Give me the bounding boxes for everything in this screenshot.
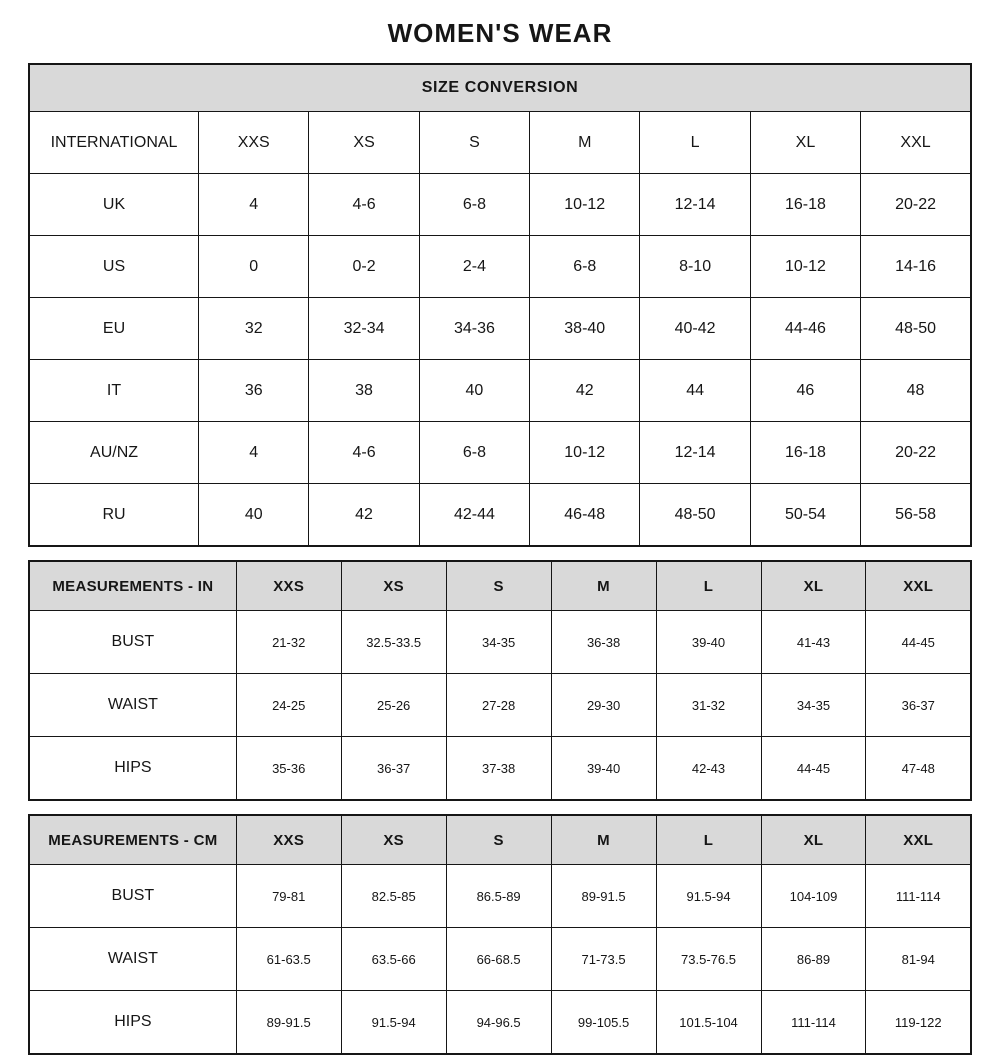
measure-cell: 39-40 — [551, 737, 656, 801]
size-cell: 44-46 — [750, 298, 860, 360]
row-label: HIPS — [29, 991, 236, 1055]
measurements-cm-table — [28, 814, 972, 1055]
size-cell: 14-16 — [861, 236, 971, 298]
size-cell: 36 — [199, 360, 309, 422]
measure-cell: 35-36 — [236, 737, 341, 801]
column-header: MEASUREMENTS - IN — [29, 561, 236, 611]
size-conversion-title: SIZE CONVERSION — [29, 64, 971, 112]
column-header: XL — [761, 815, 866, 865]
measure-cell: 21-32 — [236, 611, 341, 674]
row-label: IT — [29, 360, 199, 422]
measure-cell: 91.5-94 — [656, 865, 761, 928]
size-cell: 2-4 — [419, 236, 529, 298]
size-cell: 40-42 — [640, 298, 750, 360]
measure-cell: 31-32 — [656, 674, 761, 737]
size-cell: 40 — [199, 484, 309, 547]
size-cell: 42-44 — [419, 484, 529, 547]
measure-cell: 71-73.5 — [551, 928, 656, 991]
column-header: M — [530, 112, 640, 174]
measure-cell: 94-96.5 — [446, 991, 551, 1055]
measure-cell: 37-38 — [446, 737, 551, 801]
column-header: XL — [761, 561, 866, 611]
size-cell: 38 — [309, 360, 419, 422]
size-cell: 8-10 — [640, 236, 750, 298]
measure-cell: 36-37 — [341, 737, 446, 801]
measure-cell: 91.5-94 — [341, 991, 446, 1055]
column-header: XXS — [199, 112, 309, 174]
measure-cell: 61-63.5 — [236, 928, 341, 991]
size-cell: 0-2 — [309, 236, 419, 298]
size-cell: 4-6 — [309, 174, 419, 236]
size-cell: 50-54 — [750, 484, 860, 547]
size-cell: 6-8 — [530, 236, 640, 298]
column-header: M — [551, 561, 656, 611]
size-cell: 46 — [750, 360, 860, 422]
size-cell: 10-12 — [530, 422, 640, 484]
size-cell: 48 — [861, 360, 971, 422]
column-header: L — [656, 815, 761, 865]
measure-cell: 119-122 — [866, 991, 971, 1055]
measure-cell: 89-91.5 — [236, 991, 341, 1055]
size-cell: 6-8 — [419, 422, 529, 484]
size-cell: 44 — [640, 360, 750, 422]
column-header: M — [551, 815, 656, 865]
size-cell: 56-58 — [861, 484, 971, 547]
measure-cell: 47-48 — [866, 737, 971, 801]
column-header: XS — [341, 561, 446, 611]
measure-cell: 41-43 — [761, 611, 866, 674]
size-cell: 40 — [419, 360, 529, 422]
size-cell: 32-34 — [309, 298, 419, 360]
measure-cell: 36-37 — [866, 674, 971, 737]
column-header: XXS — [236, 815, 341, 865]
size-cell: 42 — [309, 484, 419, 547]
measure-cell: 34-35 — [761, 674, 866, 737]
column-header: MEASUREMENTS - CM — [29, 815, 236, 865]
row-label: BUST — [29, 865, 236, 928]
measure-cell: 42-43 — [656, 737, 761, 801]
measure-cell: 86.5-89 — [446, 865, 551, 928]
measure-cell: 39-40 — [656, 611, 761, 674]
size-cell: 0 — [199, 236, 309, 298]
size-cell: 16-18 — [750, 174, 860, 236]
measure-cell: 44-45 — [761, 737, 866, 801]
size-cell: 46-48 — [530, 484, 640, 547]
measure-cell: 73.5-76.5 — [656, 928, 761, 991]
measure-cell: 104-109 — [761, 865, 866, 928]
measure-cell: 44-45 — [866, 611, 971, 674]
size-cell: 42 — [530, 360, 640, 422]
row-label: UK — [29, 174, 199, 236]
column-header: L — [640, 112, 750, 174]
column-header: XXL — [866, 815, 971, 865]
row-label: RU — [29, 484, 199, 547]
measure-cell: 111-114 — [866, 865, 971, 928]
column-header: XS — [341, 815, 446, 865]
column-header: S — [446, 815, 551, 865]
size-cell: 4-6 — [309, 422, 419, 484]
column-header: L — [656, 561, 761, 611]
measurements-in-table — [28, 560, 972, 801]
measure-cell: 34-35 — [446, 611, 551, 674]
column-header: S — [419, 112, 529, 174]
size-cell: 10-12 — [530, 174, 640, 236]
measure-cell: 32.5-33.5 — [341, 611, 446, 674]
size-cell: 12-14 — [640, 422, 750, 484]
column-header: S — [446, 561, 551, 611]
column-header: XXL — [861, 112, 971, 174]
size-cell: 20-22 — [861, 174, 971, 236]
measure-cell: 36-38 — [551, 611, 656, 674]
size-cell: 48-50 — [640, 484, 750, 547]
measure-cell: 99-105.5 — [551, 991, 656, 1055]
row-label: HIPS — [29, 737, 236, 801]
size-cell: 34-36 — [419, 298, 529, 360]
measure-cell: 81-94 — [866, 928, 971, 991]
size-cell: 4 — [199, 174, 309, 236]
measure-cell: 66-68.5 — [446, 928, 551, 991]
size-cell: 48-50 — [861, 298, 971, 360]
column-header: INTERNATIONAL — [29, 112, 199, 174]
measure-cell: 89-91.5 — [551, 865, 656, 928]
measure-cell: 82.5-85 — [341, 865, 446, 928]
row-label: EU — [29, 298, 199, 360]
measure-cell: 29-30 — [551, 674, 656, 737]
row-label: US — [29, 236, 199, 298]
measure-cell: 24-25 — [236, 674, 341, 737]
row-label: BUST — [29, 611, 236, 674]
row-label: WAIST — [29, 674, 236, 737]
row-label: WAIST — [29, 928, 236, 991]
measure-cell: 79-81 — [236, 865, 341, 928]
column-header: XS — [309, 112, 419, 174]
size-conversion-table — [28, 63, 972, 547]
size-cell: 32 — [199, 298, 309, 360]
measure-cell: 111-114 — [761, 991, 866, 1055]
measure-cell: 86-89 — [761, 928, 866, 991]
row-label: AU/NZ — [29, 422, 199, 484]
size-cell: 20-22 — [861, 422, 971, 484]
measure-cell: 63.5-66 — [341, 928, 446, 991]
page-title: WOMEN'S WEAR — [387, 18, 613, 48]
size-cell: 16-18 — [750, 422, 860, 484]
size-cell: 10-12 — [750, 236, 860, 298]
column-header: XL — [750, 112, 860, 174]
size-cell: 12-14 — [640, 174, 750, 236]
size-cell: 38-40 — [530, 298, 640, 360]
column-header: XXL — [866, 561, 971, 611]
measure-cell: 101.5-104 — [656, 991, 761, 1055]
size-cell: 4 — [199, 422, 309, 484]
column-header: XXS — [236, 561, 341, 611]
size-cell: 6-8 — [419, 174, 529, 236]
measure-cell: 27-28 — [446, 674, 551, 737]
measure-cell: 25-26 — [341, 674, 446, 737]
